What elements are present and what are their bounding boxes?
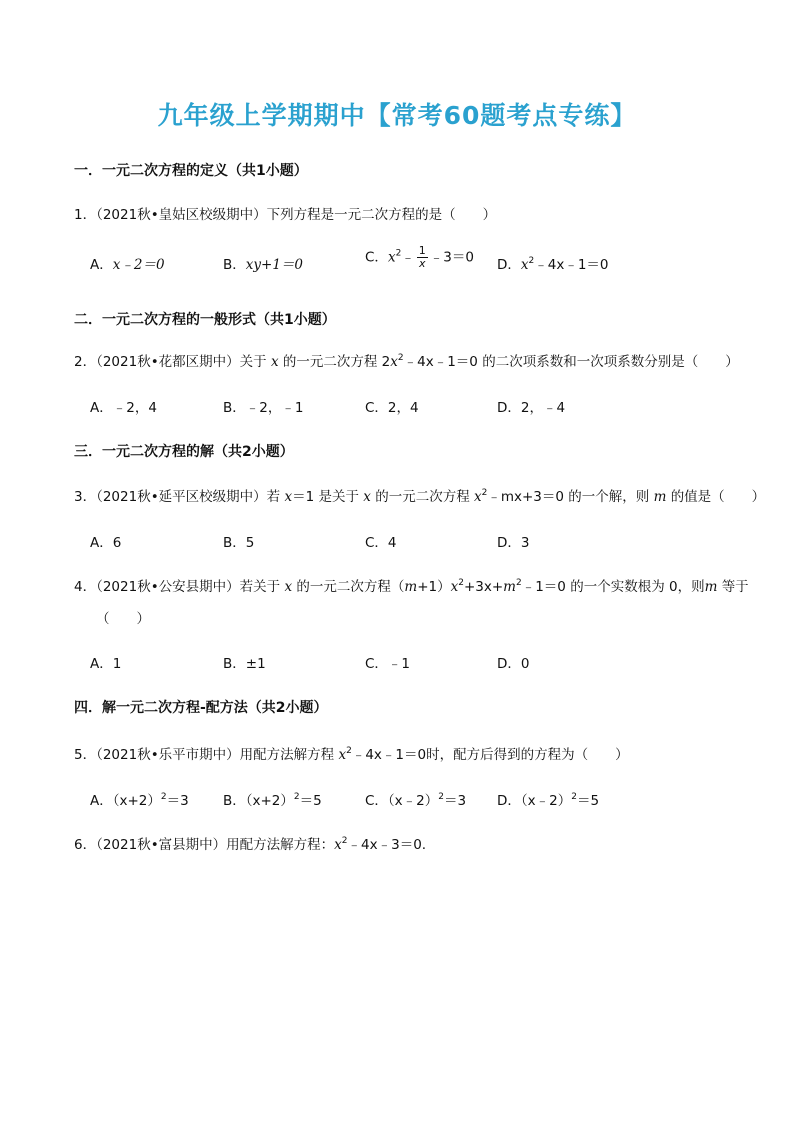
question-2-option-a: A．﹣2，4 xyxy=(90,400,157,416)
question-1-option-a: A．x﹣2＝0 xyxy=(90,257,165,273)
question-3-option-d: D．3 xyxy=(497,535,530,551)
question-4-answer-blank: （ ） xyxy=(96,611,150,627)
section-heading-3: 三．一元二次方程的解（共2小题） xyxy=(74,444,294,460)
question-3-option-c: C．4 xyxy=(365,535,397,551)
question-2-option-c: C．2，4 xyxy=(365,400,419,416)
question-4-option-c: C．﹣1 xyxy=(365,656,411,672)
section-heading-2: 二．一元二次方程的一般形式（共1小题） xyxy=(74,312,336,328)
question-1-option-d: D．$x^2﹣4x﹣1=0$ xyxy=(497,256,609,273)
question-3-option-b: B．5 xyxy=(223,535,255,551)
fraction-one-over-x: $\frac{1}{x}$ xyxy=(418,244,426,270)
question-1-option-b: B．xy+1＝0 xyxy=(223,257,303,273)
question-1-option-c: C．$x^2﹣$ $\frac{1}{x}$ ﹣3＝0 xyxy=(365,244,474,270)
question-1-stem: 1．（2021秋•皇姑区校级期中）下列方程是一元二次方程的是（ ） xyxy=(74,207,497,223)
question-5: 5．（2021秋•乐平市期中）用配方法解方程 $x^2﹣4x﹣1=0$时，配方后得到的方程为（ ） xyxy=(74,746,629,763)
question-3-option-a: A．6 xyxy=(90,535,122,551)
question-5-option-b: B．$(x+2)^2=5$ xyxy=(223,792,322,809)
question-6: 6．（2021秋•富县期中）用配方法解方程：$x^2﹣4x﹣3=0$. xyxy=(74,836,427,853)
question-5-option-d: D．（x﹣2）$^2$＝5 xyxy=(497,792,600,809)
question-2: 2．（2021秋•花都区期中）关于 x 的一元二次方程 $2x^2﹣4x﹣1=0$ 的二次项系数和一次项系数分别是（ ） xyxy=(74,353,739,370)
section-heading-1: 一．一元二次方程的定义（共1小题） xyxy=(74,163,308,179)
section-heading-4: 四．解一元二次方程-配方法（共2小题） xyxy=(74,700,328,716)
question-4-option-b: B．±1 xyxy=(223,656,266,672)
question-2-option-b: B．﹣2，﹣1 xyxy=(223,400,304,416)
question-4-option-d: D．0 xyxy=(497,656,530,672)
document-title: 九年级上学期期中【常考60题考点专练】 xyxy=(157,101,637,130)
question-4-option-a: A．1 xyxy=(90,656,122,672)
question-5-option-c: C．（x﹣2）$^2$＝3 xyxy=(365,792,467,809)
question-2-option-d: D．2，﹣4 xyxy=(497,400,566,416)
question-3: 3．（2021秋•延平区校级期中）若 x＝1 是关于 x 的一元二次方程 $x^2﹣mx+3=0$ 的一个解，则 m 的值是（ ） xyxy=(74,488,766,505)
question-1 xyxy=(74,203,496,223)
question-5-option-a: A．$(x+2)^2=3$ xyxy=(90,792,189,809)
question-4: 4．（2021秋•公安县期中）若关于 x 的一元二次方程$(m+1)x^2+3x+m^2﹣1=0$ 的一个实数根为 0，则m 等于 xyxy=(74,578,749,595)
